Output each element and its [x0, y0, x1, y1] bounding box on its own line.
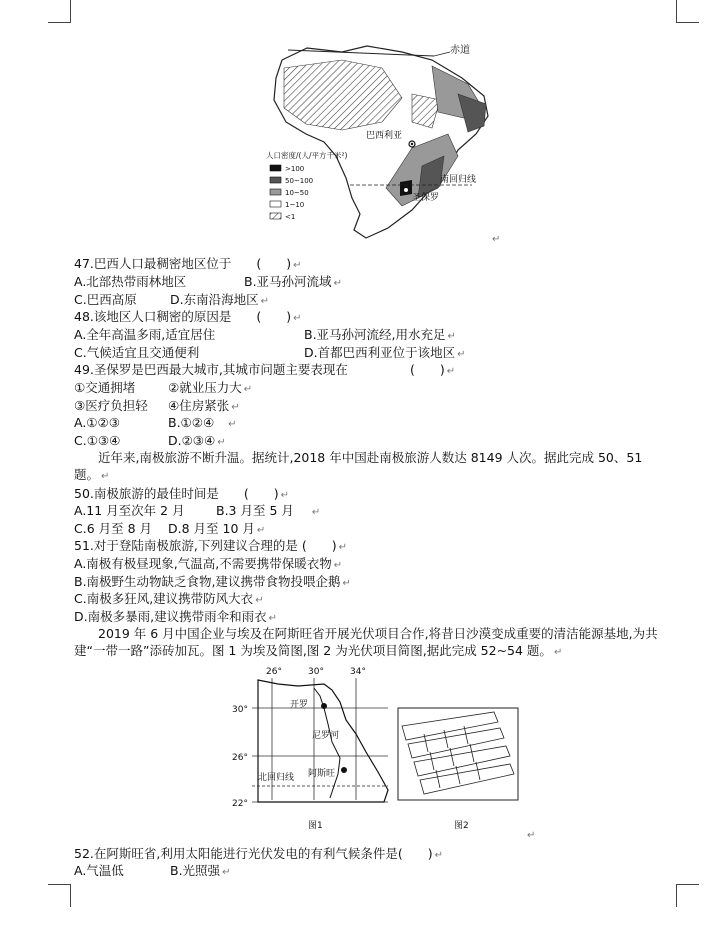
- antarctic-intro: 近年来,南极旅游不断升温。据统计,2018 年中国赴南极旅游人数达 8149 人次。据此完成 50、51 题。 ↵: [74, 450, 643, 482]
- option-a: A.北部热带雨林地区: [74, 274, 187, 289]
- figure-2-pv-panels: [394, 704, 522, 832]
- legend-title: 人口密度/(人/平方千米²): [266, 151, 348, 160]
- document-page: 赤道 巴西利亚 南回归线 圣保罗 人口密度/(人/平方千米²) >100 50~100 10~50 1~10 <1 ↵ 47.巴西人口最稠密地区位于 ( ) ↵ A.北部热带雨林地区 B.亚马孙河流域 ↵ C.巴西高原 D.东南沿海地区 ↵ 48.该地区人口稠密的原因是 ( ) ↵ A.全年高温多雨,适宜居住 B.亚马孙河流经,用水充足 ↵ C.气候适宜且交通便利 D.首都巴西利亚位于该地区 ↵ 49.圣保罗是巴西最大城市,其城市问题主要表现在 ( ) ↵ ①交通拥堵 ②就业压力大 ↵ ③医疗负担轻 ④住房紧张 ↵ A.①②③ B.①②④ ↵ C.①③④ D.②③④ ↵ 近年来,南极旅游不断升温。据统计,2018 年中国赴南极旅游人数达 8149 人次。据此完成 50、51 题。 ↵ 50.南极旅游的最佳时间是 ( ) ↵ A.11 月至次年 2 月 B.3 月至 5 月 ↵ C.6 月至 8 月 D.8 月至 10 月 ↵ 51.对于登陆南极旅游,下列建议合理的是 ( ) ↵ A.南极有极昼现象,气温高,不需要携带保暖衣物 ↵ B.南极野生动物缺乏食物,建议携带食物投喂企鹅 ↵ C.南极多狂风,建议携带防风大衣 ↵ D.南极多暴雨,建议携带雨伞和雨衣 ↵ 2019 年 6 月中国企业与埃及在阿斯旺省开展光伏项目合作,将昔日沙漠变成重要的清洁能源基地,为共建“一带一路”添砖加瓦。图 1 为埃及简图,图 2 为光伏项目简图,据此完成 52~54 题。 ↵ 26° 30° 34° 30° 26° 22° 开罗 尼罗河 阿斯旺 北回归线 图1 图2 ↵ 52.在阿斯旺省,利用太阳能进行光伏发电的有利气候条件是( ) ↵ A.气温低 B.光照强 ↵: [0, 0, 728, 926]
- option-b: B.亚马孙河流域: [244, 274, 332, 289]
- lat-label-22: 22°: [232, 799, 248, 809]
- cairo-label: 开罗: [290, 700, 309, 710]
- figure-1-caption: 图1: [308, 821, 323, 831]
- question-51-option-b: B.南极野生动物缺乏食物,建议携带食物投喂企鹅 ↵: [74, 574, 351, 589]
- question-48-options-cd: C.气候适宜且交通便利 D.首都巴西利亚位于该地区 ↵: [74, 345, 466, 360]
- question-49-statements-2: ③医疗负担轻 ④住房紧张 ↵: [74, 398, 240, 413]
- option-d: D.②③④: [168, 433, 216, 448]
- figure-1-egypt-map: [228, 662, 394, 834]
- question-48-text: 48.该地区人口稠密的原因是 ( ): [74, 309, 292, 324]
- option-a: A.气温低: [74, 863, 124, 878]
- figure-2-caption: 图2: [454, 821, 469, 831]
- legend-item-3: 10~50: [285, 189, 309, 197]
- lat-label-30: 30°: [232, 705, 248, 715]
- nile-river: [314, 688, 340, 798]
- question-50: 50.南极旅游的最佳时间是 ( ) ↵: [74, 486, 290, 501]
- aswan-label: 阿斯旺: [308, 769, 336, 779]
- legend-item-2: 50~100: [285, 177, 314, 185]
- return-mark: ↵: [492, 234, 501, 245]
- question-51-option-a: A.南极有极昼现象,气温高,不需要携带保暖衣物 ↵: [74, 556, 343, 571]
- egypt-intro: 2019 年 6 月中国企业与埃及在阿斯旺省开展光伏项目合作,将昔日沙漠变成重要的清洁能源基地,为共建“一带一路”添砖加瓦。图 1 为埃及简图,图 2 为光伏项目简图,据此完成 52~54 题。 ↵: [74, 626, 658, 658]
- question-50-text: 50.南极旅游的最佳时间是 ( ): [74, 486, 279, 501]
- brazil-population-map: [262, 38, 494, 244]
- saopaulo-label: 圣保罗: [412, 193, 440, 203]
- question-49-statements-1: ①交通拥堵 ②就业压力大 ↵: [74, 380, 253, 395]
- question-47-options-cd: C.巴西高原 D.东南沿海地区 ↵: [74, 292, 269, 307]
- lon-label-26: 26°: [266, 667, 282, 677]
- question-51-option-c: C.南极多狂风,建议携带防风大衣 ↵: [74, 591, 264, 606]
- option-a: A.11 月至次年 2 月: [74, 503, 185, 518]
- nile-label: 尼罗河: [312, 731, 340, 741]
- option-b: B.亚马孙河流经,用水充足: [304, 327, 446, 342]
- question-48: 48.该地区人口稠密的原因是 ( ) ↵: [74, 309, 302, 324]
- question-49-options-cd: C.①③④ D.②③④ ↵: [74, 433, 226, 448]
- question-51-text: 51.对于登陆南极旅游,下列建议合理的是 ( ): [74, 538, 337, 553]
- cairo-marker: [321, 703, 327, 709]
- question-50-options-cd: C.6 月至 8 月 D.8 月至 10 月 ↵: [74, 521, 266, 536]
- option-a: A.①②③: [74, 415, 120, 430]
- question-49: 49.圣保罗是巴西最大城市,其城市问题主要表现在 ( ) ↵: [74, 362, 456, 377]
- question-51-option-d: D.南极多暴雨,建议携带雨伞和雨衣 ↵: [74, 609, 277, 624]
- question-52-options-ab: A.气温低 B.光照强 ↵: [74, 863, 231, 878]
- legend-item-4: 1~10: [285, 201, 305, 209]
- option-b: B.①②④: [168, 415, 215, 430]
- question-50-options-ab: A.11 月至次年 2 月 B.3 月至 5 月 ↵: [74, 503, 321, 518]
- question-52: 52.在阿斯旺省,利用太阳能进行光伏发电的有利气候条件是( ) ↵: [74, 846, 443, 861]
- tropic-label: 南回归线: [440, 175, 477, 185]
- question-48-options-ab: A.全年高温多雨,适宜居住 B.亚马孙河流经,用水充足 ↵: [74, 327, 456, 342]
- question-49-text: 49.圣保罗是巴西最大城市,其城市问题主要表现在: [74, 362, 348, 377]
- corner-mark-bottom-right: [676, 884, 699, 907]
- option-d: D.东南沿海地区: [170, 292, 259, 307]
- option-c: C.气候适宜且交通便利: [74, 345, 200, 360]
- question-47-text: 47.巴西人口最稠密地区位于 ( ): [74, 256, 292, 271]
- lat-label-26: 26°: [232, 753, 248, 763]
- legend-item-5: <1: [285, 213, 296, 221]
- map-legend: [266, 150, 347, 221]
- option-a: A.全年高温多雨,适宜居住: [74, 327, 216, 342]
- lon-label-34: 34°: [350, 667, 366, 677]
- question-49-options-ab: A.①②③ B.①②④ ↵: [74, 415, 237, 430]
- tropic-label: 北回归线: [258, 773, 295, 783]
- option-d: D.8 月至 10 月: [168, 521, 255, 536]
- equator-label: 赤道: [450, 45, 470, 56]
- brasilia-label: 巴西利亚: [366, 131, 403, 141]
- option-b: B.光照强: [170, 863, 221, 878]
- aswan-marker: [341, 767, 347, 773]
- option-b: B.3 月至 5 月: [216, 503, 294, 518]
- question-47-options-ab: A.北部热带雨林地区 B.亚马孙河流域 ↵: [74, 274, 342, 289]
- corner-mark-top-left: [48, 0, 71, 23]
- corner-mark-bottom-left: [48, 884, 71, 907]
- legend-item-1: >100: [285, 165, 305, 173]
- option-c: C.①③④: [74, 433, 121, 448]
- question-52-text: 52.在阿斯旺省,利用太阳能进行光伏发电的有利气候条件是( ): [74, 846, 433, 861]
- option-c: C.6 月至 8 月: [74, 521, 153, 536]
- option-c: C.巴西高原: [74, 292, 137, 307]
- corner-mark-top-right: [676, 0, 699, 23]
- option-d: D.首都巴西利亚位于该地区: [304, 345, 456, 360]
- question-49-paren: ( ): [410, 362, 445, 377]
- lon-label-30: 30°: [308, 667, 324, 677]
- question-51: 51.对于登陆南极旅游,下列建议合理的是 ( ) ↵: [74, 538, 347, 553]
- question-47: 47.巴西人口最稠密地区位于 ( ) ↵: [74, 256, 302, 271]
- saopaulo-marker: [404, 188, 409, 193]
- egypt-outline: [258, 680, 388, 802]
